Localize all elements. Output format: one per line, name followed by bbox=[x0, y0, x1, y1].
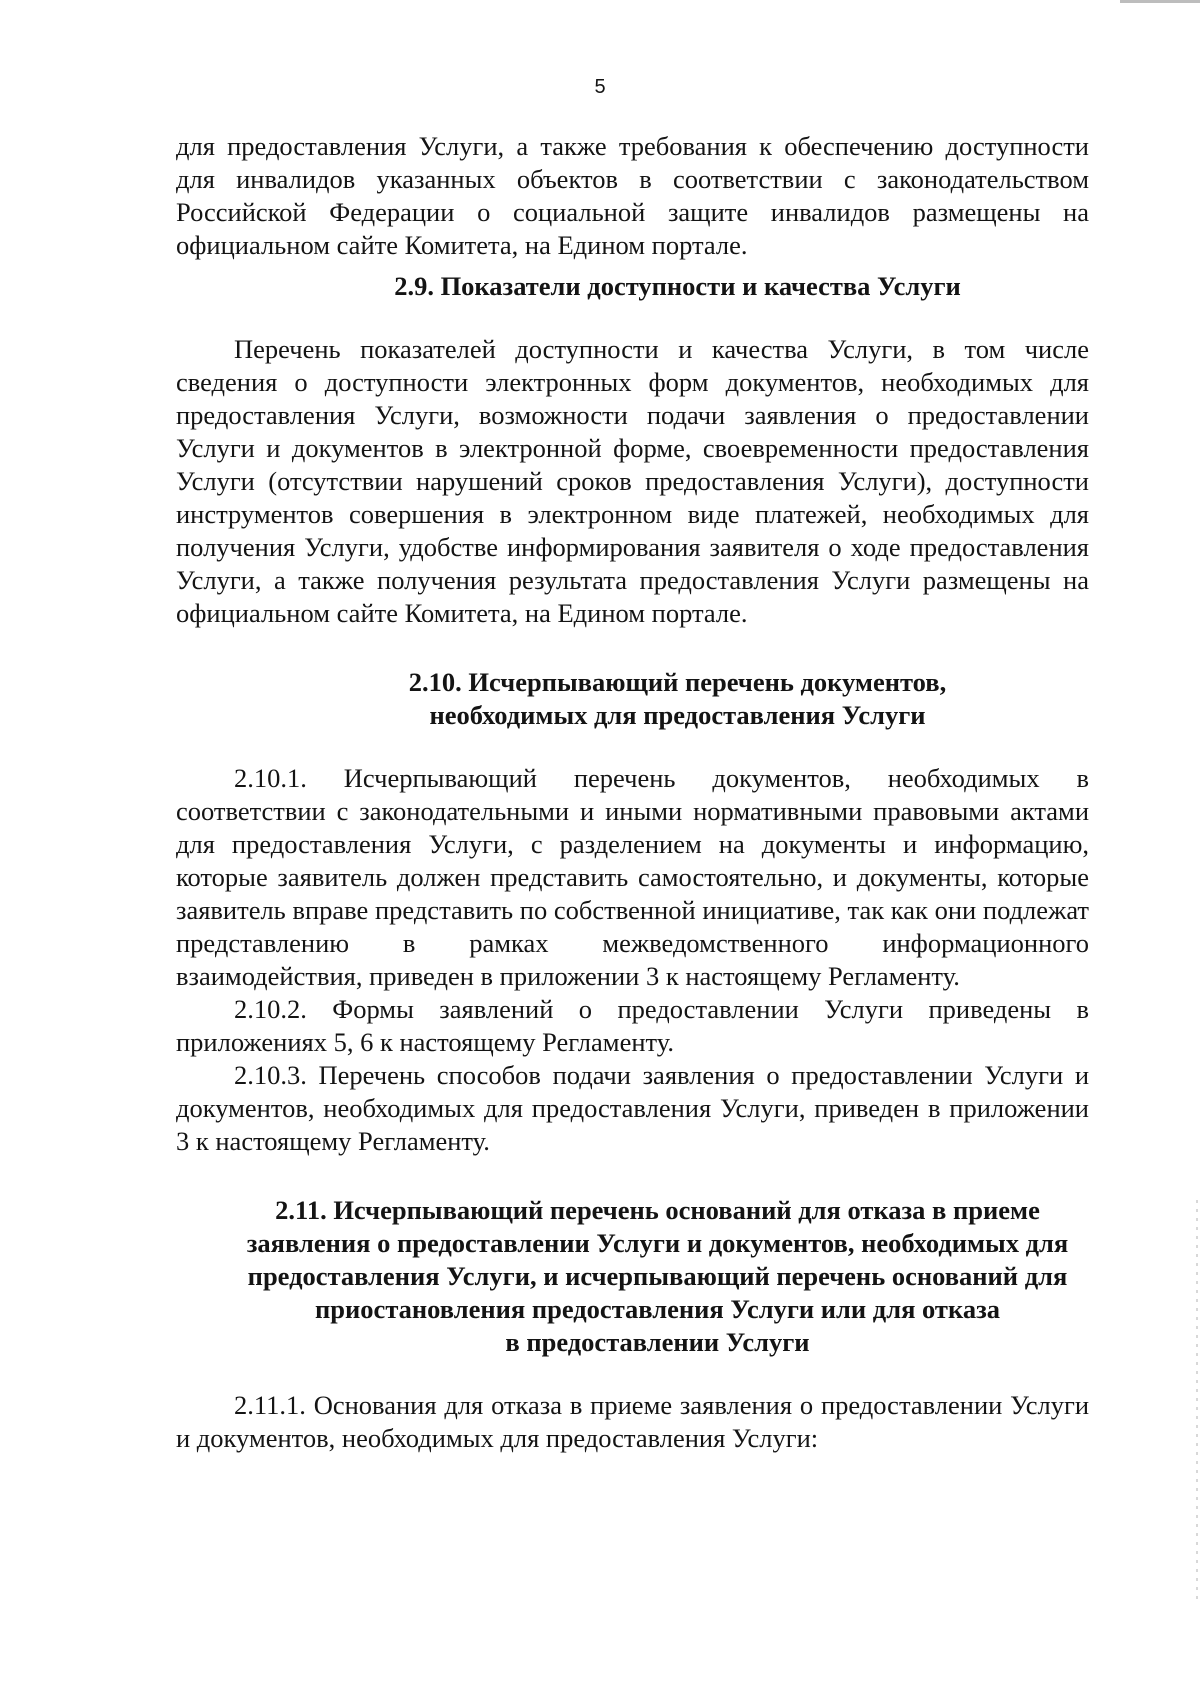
paragraph-2-9: Перечень показателей доступности и качества Услуги, в том числе сведения о доступности электронных форм документов, необходимых для предоставления Услуги, возможности подачи заявления о предоставлении Услуги и документов в электронной форме, своевременности предоставления Услуги (отсутствии нарушений сроков предоставления Услуги), доступности инструментов совершения в электронном виде платежей, необходимых для получения Услуги, удобстве информирования заявителя о ходе предоставления Услуги, а также получения результата предоставления Услуги размещены на официальном сайте Комитета, на Едином портале. bbox=[176, 334, 1089, 628]
heading-line: необходимых для предоставления Услуги bbox=[429, 700, 926, 730]
section-heading-2-9: 2.9. Показатели доступности и качества Услуги bbox=[394, 271, 961, 301]
heading-line: 2.11. Исчерпывающий перечень оснований для отказа в приеме bbox=[275, 1195, 1040, 1225]
heading-line: заявления о предоставлении Услуги и документов, необходимых для bbox=[246, 1228, 1069, 1258]
paragraph-2-10-1: 2.10.1. Исчерпывающий перечень документов, необходимых в соответствии с законодательными и иными нормативными правовыми актами для предоставления Услуги, с разделением на документы и информацию, которые заявитель должен представить самостоятельно, и документы, которые заявитель вправе представить по собственной инициативе, так как они подлежат представлению в рамках межведомственного информационного взаимодействия, приведен в приложении 3 к настоящему Регламенту. bbox=[176, 763, 1089, 991]
document-body bbox=[176, 130, 1089, 1455]
page-number: 5 bbox=[594, 76, 606, 98]
heading-line: предоставления Услуги, и исчерпывающий перечень оснований для bbox=[247, 1261, 1068, 1291]
scan-edge-dots bbox=[1196, 1200, 1198, 1600]
paragraph-continuation: для предоставления Услуги, а также требования к обеспечению доступности для инвалидов указанных объектов в соответствии с законодательством Российской Федерации о социальной защите инвалидов размещены на официальном сайте Комитета, на Едином портале. bbox=[176, 131, 1089, 260]
paragraph-2-11-1: 2.11.1. Основания для отказа в приеме заявления о предоставлении Услуги и документов, необходимых для предоставления Услуги: bbox=[176, 1390, 1089, 1453]
heading-line: приостановления предоставления Услуги или для отказа bbox=[315, 1294, 1000, 1324]
section-heading-2-10 bbox=[176, 666, 1089, 732]
heading-line: в предоставлении Услуги bbox=[505, 1327, 810, 1357]
paragraph-2-10-2: 2.10.2. Формы заявлений о предоставлении Услуги приведены в приложениях 5, 6 к настоящему Регламенту. bbox=[176, 994, 1089, 1057]
section-heading-2-11 bbox=[176, 1194, 1089, 1359]
scan-edge-mark bbox=[1120, 0, 1200, 3]
heading-line: 2.10. Исчерпывающий перечень документов, bbox=[408, 667, 947, 697]
paragraph-2-10-3: 2.10.3. Перечень способов подачи заявления о предоставлении Услуги и документов, необходимых для предоставления Услуги, приведен в приложении 3 к настоящему Регламенту. bbox=[176, 1060, 1089, 1156]
